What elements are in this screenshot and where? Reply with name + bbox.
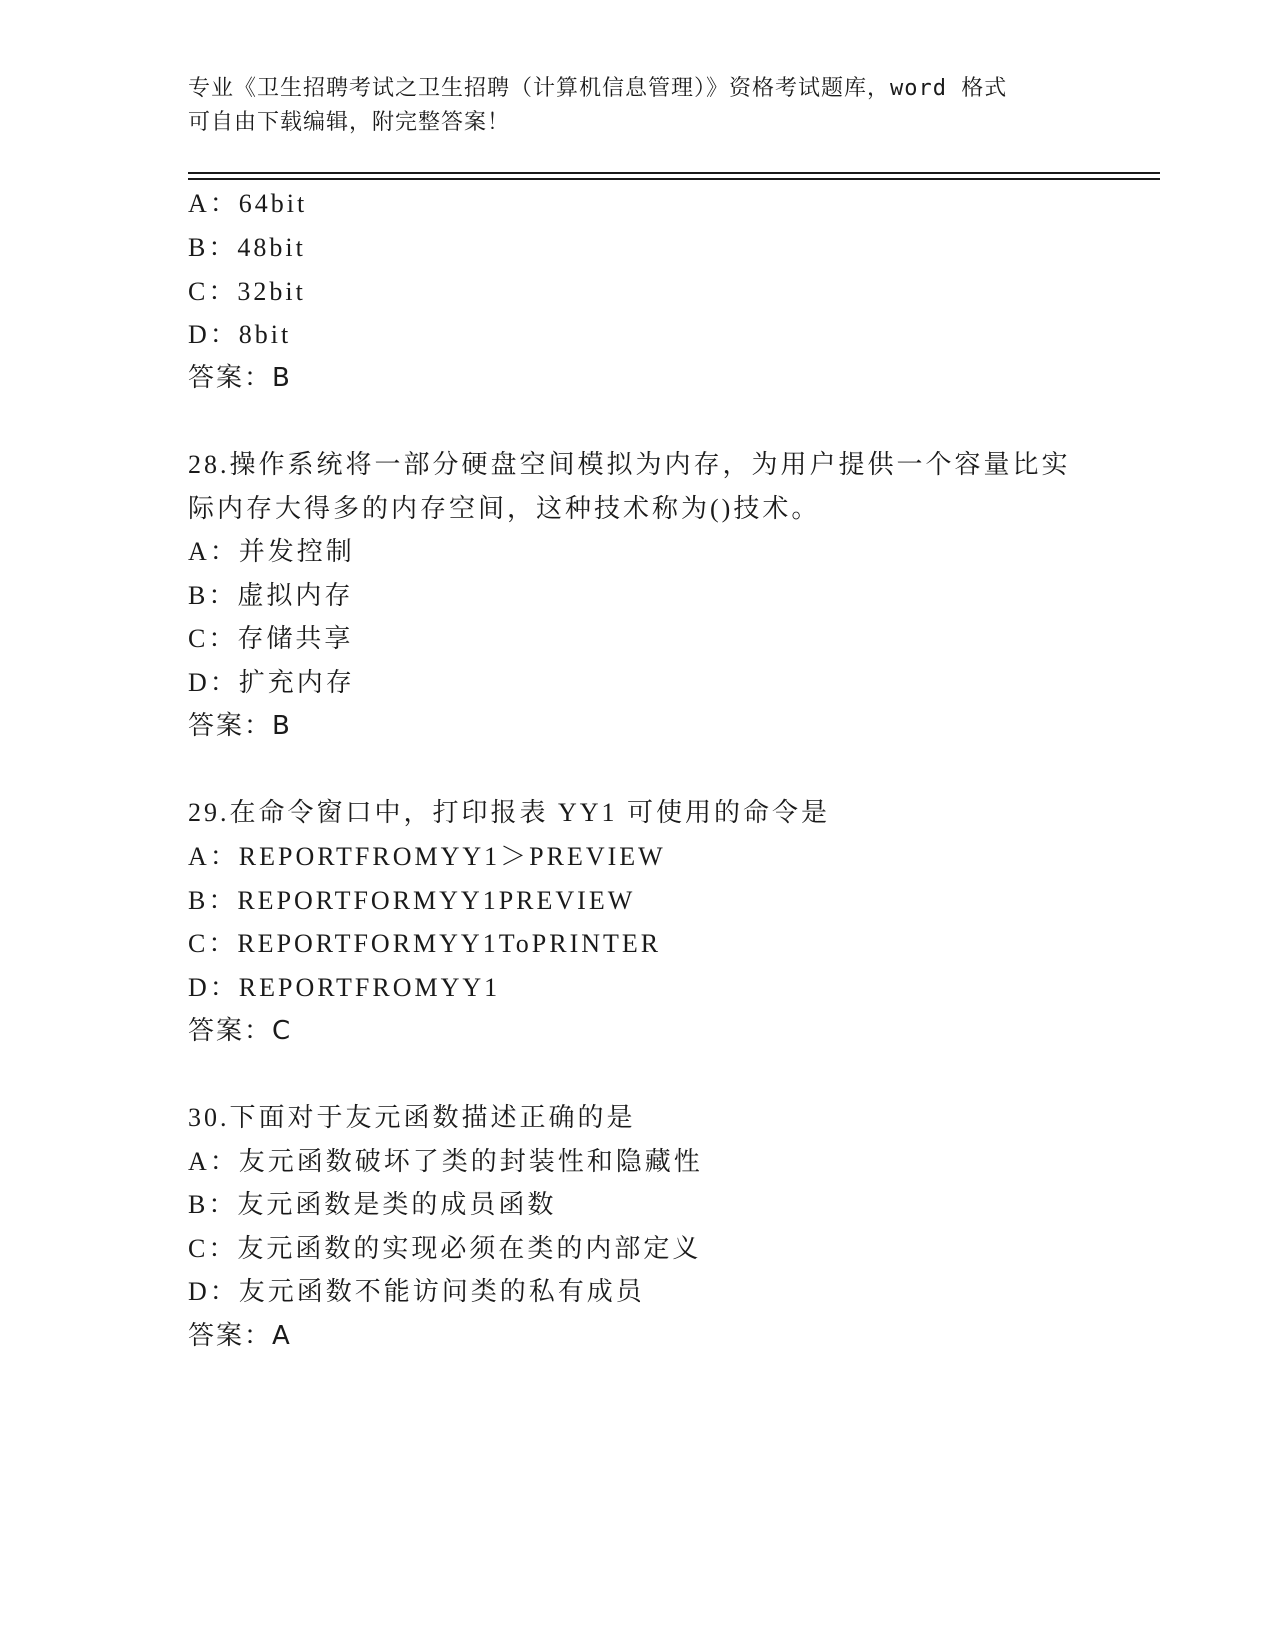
q29-option-b: B：REPORTFORMYY1PREVIEW xyxy=(188,886,636,915)
q27-option-c: C：32bit xyxy=(188,277,306,306)
q28-option-d: D：扩充内存 xyxy=(188,668,355,697)
q28-answer: 答案：B xyxy=(188,711,292,741)
q27-option-b: B：48bit xyxy=(188,233,306,262)
q29-stem: 29.在命令窗口中，打印报表 YY1 可使用的命令是 xyxy=(188,798,831,827)
q27-answer: 答案：B xyxy=(188,363,292,393)
q28-option-b: B：虚拟内存 xyxy=(188,581,354,610)
document-header xyxy=(188,72,1078,140)
header-line-1: 专业《卫生招聘考试之卫生招聘（计算机信息管理）》资格考试题库，word 格式 xyxy=(188,76,1008,101)
q30-option-d: D：友元函数不能访问类的私有成员 xyxy=(188,1277,645,1306)
q28-option-c: C：存储共享 xyxy=(188,624,354,653)
q29-option-a: A：REPORTFROMYY1＞PREVIEW xyxy=(188,842,666,871)
q29-option-d: D：REPORTFROMYY1 xyxy=(188,973,501,1002)
q30-option-b: B：友元函数是类的成员函数 xyxy=(188,1190,557,1219)
q29-option-c: C：REPORTFORMYY1ToPRINTER xyxy=(188,929,662,958)
q30-answer: 答案：A xyxy=(188,1321,292,1351)
q27-option-d: D：8bit xyxy=(188,320,292,349)
header-rule-top xyxy=(188,172,1160,174)
q30-option-a: A：友元函数破坏了类的封装性和隐藏性 xyxy=(188,1147,703,1176)
q28-stem-line-2: 际内存大得多的内存空间，这种技术称为()技术。 xyxy=(188,494,821,523)
q30-stem: 30.下面对于友元函数描述正确的是 xyxy=(188,1103,636,1132)
header-rule-bottom xyxy=(188,178,1160,180)
header-line-2: 可自由下载编辑，附完整答案！ xyxy=(188,110,511,135)
q30-option-c: C：友元函数的实现必须在类的内部定义 xyxy=(188,1234,702,1263)
q29-answer: 答案：C xyxy=(188,1016,293,1046)
q28-option-a: A：并发控制 xyxy=(188,537,355,566)
q28-stem-line-1: 28.操作系统将一部分硬盘空间模拟为内存，为用户提供一个容量比实 xyxy=(188,450,1071,479)
q27-option-a: A：64bit xyxy=(188,189,308,218)
